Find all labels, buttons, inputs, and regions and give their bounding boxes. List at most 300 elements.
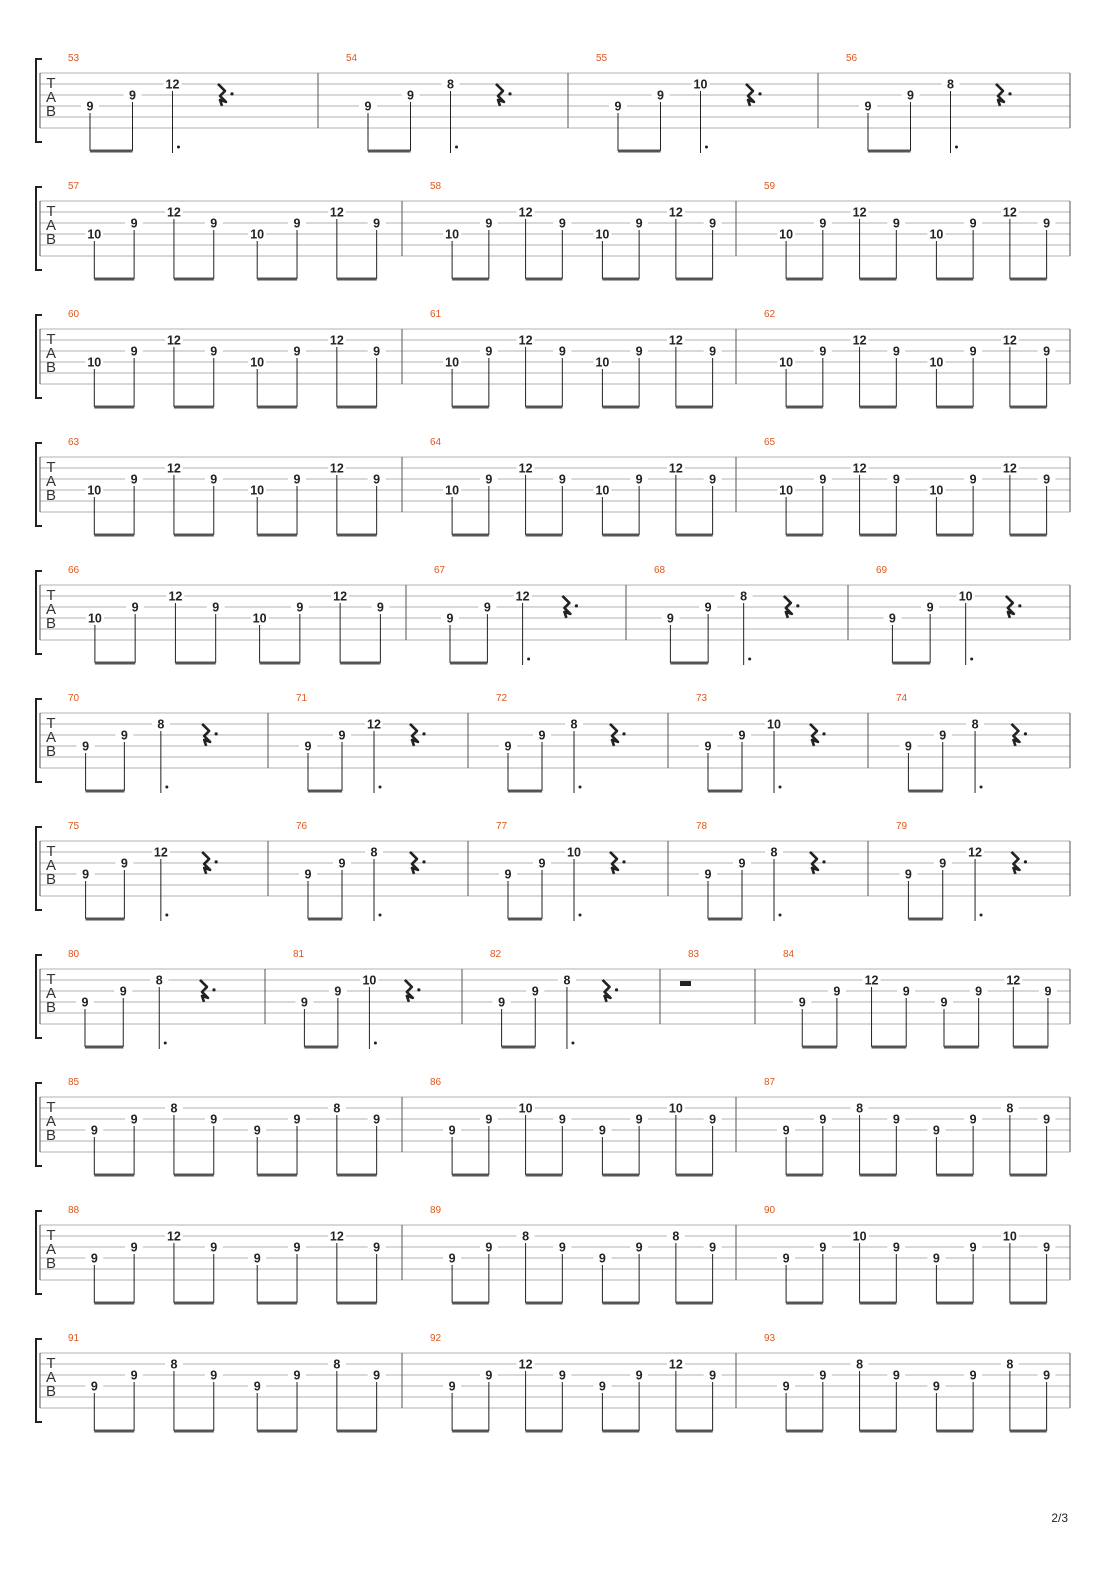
measure [68,309,386,409]
fret-number: 9 [131,600,139,615]
fret-number: 10 [779,483,794,498]
fret-number: 9 [86,99,94,114]
measure [876,565,1021,665]
measure [68,949,216,1049]
fret-number: 9 [120,728,128,743]
fret-number: 9 [904,739,912,754]
fret-number: 10 [958,589,973,604]
system-bracket-icon [36,59,42,142]
fret-number: 10 [779,355,794,370]
fret-number: 9 [598,1123,606,1138]
fret-number: 9 [819,344,827,359]
measure [68,693,218,793]
measure [68,53,234,153]
beam [337,1174,377,1177]
beam [1013,1046,1048,1049]
fret-number: 9 [558,216,566,231]
beam [90,150,133,153]
fret-number: 9 [82,867,90,882]
fret-number: 9 [338,856,346,871]
fret-number: 9 [969,1112,977,1127]
fret-number: 10 [852,1229,867,1244]
beam [526,534,563,537]
measure [896,821,1027,921]
fret-number: 9 [82,739,90,754]
measure-number: 75 [68,821,80,832]
fret-number: 9 [969,1368,977,1383]
beam [786,1174,823,1177]
measure-number: 83 [688,949,700,960]
tab-clef-letter: T [46,843,56,860]
system-bracket-icon [36,699,42,782]
beam [860,278,897,281]
fret-number: 10 [929,355,944,370]
beam [802,1046,837,1049]
measure-number: 68 [654,565,666,576]
beam [337,534,377,537]
fret-number: 9 [485,344,493,359]
tab-clef-letter: B [45,359,57,376]
beam [936,278,973,281]
measure-number: 71 [296,693,308,704]
fret-number: 9 [485,216,493,231]
measure [430,1333,722,1433]
fret-number: 9 [635,472,643,487]
rest-dot [796,604,799,607]
beam [174,406,214,409]
beam [602,1174,639,1177]
beam [908,790,942,793]
fret-number: 9 [90,1123,98,1138]
fret-number: 10 [252,611,267,626]
beam [1010,278,1047,281]
beam [308,790,342,793]
tab-clef-letter: T [46,1227,56,1244]
fret-number: 12 [852,461,867,476]
fret-number: 9 [635,344,643,359]
beam [602,534,639,537]
beam [452,1430,489,1433]
beam [452,1302,489,1305]
fret-number: 9 [210,1112,218,1127]
rest-dot [1024,860,1027,863]
fret-number: 9 [485,1368,493,1383]
rest-dot [622,732,625,735]
fret-number: 10 [362,973,377,988]
note-dot [955,146,958,149]
tab-clef-letter: A [45,1113,57,1130]
fret-number: 8 [947,77,954,92]
beam [174,1430,214,1433]
rest-dot [622,860,625,863]
tab-clef-letter: T [46,715,56,732]
fret-number: 9 [932,1251,940,1266]
fret-number: 9 [483,600,491,615]
measure-number: 88 [68,1205,80,1216]
fret-number: 9 [864,99,872,114]
fret-number: 9 [614,99,622,114]
fret-number: 8 [157,717,165,732]
tab-clef-letter: B [45,1255,57,1272]
rest-dot [1024,732,1027,735]
beam [94,278,134,281]
beam [1010,1174,1047,1177]
fret-number: 9 [558,1112,566,1127]
fret-number: 12 [864,973,879,988]
tab-system [36,1205,1070,1305]
fret-number: 9 [888,611,896,626]
fret-number: 12 [166,333,181,348]
fret-number: 9 [709,1368,717,1383]
fret-number: 9 [738,856,746,871]
system-bracket-icon [36,827,42,910]
beam [526,1174,563,1177]
fret-number: 10 [929,227,944,242]
fret-number: 9 [373,1240,381,1255]
beam [936,534,973,537]
beam [602,406,639,409]
beam [676,1302,713,1305]
fret-number: 9 [373,472,381,487]
rest-dot [1018,604,1021,607]
fret-number: 9 [448,1379,456,1394]
fret-number: 10 [87,611,102,626]
fret-number: 12 [1002,333,1017,348]
fret-number: 9 [709,1112,717,1127]
fret-number: 8 [856,1101,864,1116]
measure [496,821,626,921]
note-dot [374,1042,377,1045]
fret-number: 9 [485,1240,493,1255]
beam [452,534,489,537]
fret-number: 8 [522,1229,530,1244]
fret-number: 9 [293,472,301,487]
fret-number: 9 [657,88,664,103]
rest-dot [212,988,215,991]
fret-number: 9 [130,344,138,359]
measure-number: 73 [696,693,708,704]
measure-number: 64 [430,437,442,448]
fret-number: 9 [129,88,136,103]
fret-number: 9 [253,1251,261,1266]
rest-dot [822,860,825,863]
measure-number: 85 [68,1077,80,1088]
beam [257,406,297,409]
beam [257,278,297,281]
fret-number: 9 [904,867,912,882]
fret-number: 12 [852,205,867,220]
beam [944,1046,979,1049]
measure-number: 72 [496,693,508,704]
fret-number: 9 [635,1240,643,1255]
beam [786,406,823,409]
fret-number: 9 [498,995,506,1010]
beam [337,278,377,281]
tab-clef-letter: A [45,1241,57,1258]
measure-number: 79 [896,821,908,832]
fret-number: 9 [975,984,983,999]
fret-number: 9 [485,472,493,487]
fret-number: 12 [165,77,180,92]
fret-number: 9 [1043,216,1051,231]
fret-number: 9 [782,1379,790,1394]
tab-clef-letter: B [45,487,57,504]
beam [676,406,713,409]
measure-number: 74 [896,693,908,704]
measure [346,53,512,153]
beam [676,1430,713,1433]
fret-number: 8 [170,1357,178,1372]
tab-clef-letter: T [46,1355,56,1372]
fret-number: 8 [1006,1101,1014,1116]
tab-clef-letter: B [45,103,57,120]
fret-number: 10 [779,227,794,242]
measure-number: 53 [68,53,80,64]
fret-number: 9 [709,1240,717,1255]
fret-number: 10 [87,227,102,242]
note-dot [177,146,180,149]
beam [892,662,930,665]
beam [602,1302,639,1305]
tab-clef-letter: A [45,985,57,1002]
fret-number: 12 [329,1229,344,1244]
system-bracket-icon [36,1339,42,1422]
fret-number: 9 [598,1251,606,1266]
fret-number: 9 [892,472,900,487]
note-dot [970,658,973,661]
fret-number: 12 [329,205,344,220]
fret-number: 8 [1006,1357,1014,1372]
measure [68,1333,386,1433]
beam [860,1302,897,1305]
fret-number: 9 [833,984,841,999]
fret-number: 8 [333,1101,341,1116]
fret-number: 9 [304,739,312,754]
fret-number: 9 [210,216,218,231]
measure-number: 84 [783,949,795,960]
fret-number: 9 [296,600,304,615]
measure [68,437,386,537]
rest-dot [508,92,511,95]
fret-number: 9 [130,216,138,231]
fret-number: 8 [155,973,163,988]
beam [452,1174,489,1177]
fret-number: 9 [969,472,977,487]
tab-system [36,949,1070,1049]
fret-number: 8 [672,1229,680,1244]
note-dot [527,658,530,661]
system-bracket-icon [36,571,42,654]
fret-number: 9 [907,88,914,103]
beam [526,1302,563,1305]
fret-number: 9 [558,344,566,359]
fret-number: 9 [212,600,220,615]
whole-rest-icon [680,981,691,986]
note-dot [705,146,708,149]
beam [860,406,897,409]
beam [175,662,215,665]
tab-system [36,1077,1070,1177]
fret-number: 12 [168,589,183,604]
fret-number: 12 [668,461,683,476]
beam [174,1174,214,1177]
beam [304,1046,337,1049]
beam [786,1302,823,1305]
beam [502,1046,536,1049]
fret-number: 8 [971,717,979,732]
fret-number: 10 [693,77,708,92]
rest-dot [417,988,420,991]
fret-number: 9 [939,728,947,743]
fret-number: 12 [518,205,533,220]
tab-clef-letter: A [45,345,57,362]
tab-system [36,1333,1070,1433]
fret-number: 12 [166,461,181,476]
beam [936,1430,973,1433]
fret-number: 10 [567,845,581,860]
measure-number: 54 [346,53,358,64]
fret-number: 9 [932,1379,940,1394]
fret-number: 12 [968,845,983,860]
fret-number: 9 [300,995,308,1010]
note-dot [165,786,168,789]
beam [670,662,708,665]
tab-system [36,821,1070,921]
fret-number: 9 [304,867,312,882]
measure [430,181,722,281]
beam [1010,534,1047,537]
rest-dot [215,732,218,735]
measure [896,693,1027,793]
fret-number: 9 [969,216,977,231]
measure-number: 77 [496,821,508,832]
beam [94,1302,134,1305]
fret-number: 9 [485,1112,493,1127]
fret-number: 10 [595,355,610,370]
beam [508,790,542,793]
fret-number: 9 [666,611,674,626]
beam [337,1430,377,1433]
measure-number: 82 [490,949,502,960]
beam [86,790,125,793]
beam [676,1174,713,1177]
fret-number: 12 [518,1357,533,1372]
rest-dot [422,860,425,863]
beam [1010,1430,1047,1433]
measure-number: 89 [430,1205,442,1216]
system-bracket-icon [36,955,42,1038]
fret-number: 9 [120,856,128,871]
beam [868,150,911,153]
measure-number: 92 [430,1333,442,1344]
fret-number: 9 [334,984,342,999]
fret-number: 9 [504,867,512,882]
tab-system [36,437,1070,537]
beam [94,1430,134,1433]
fret-number: 9 [448,1123,456,1138]
fret-number: 9 [819,1240,827,1255]
tab-clef-letter: A [45,217,57,234]
fret-number: 9 [130,1368,138,1383]
fret-number: 9 [709,344,717,359]
tab-clef-letter: T [46,331,56,348]
fret-number: 12 [166,205,181,220]
system-bracket-icon [36,1083,42,1166]
fret-number: 9 [373,344,381,359]
note-dot [980,786,983,789]
measure [764,437,1056,537]
fret-number: 9 [598,1379,606,1394]
fret-number: 9 [819,1112,827,1127]
measure-number: 57 [68,181,80,192]
fret-number: 9 [81,995,89,1010]
measure-number: 65 [764,437,776,448]
note-dot [579,786,582,789]
fret-number: 9 [709,216,717,231]
beam [786,278,823,281]
fret-number: 9 [531,984,539,999]
fret-number: 10 [595,227,610,242]
beam [508,918,542,921]
beam [526,1430,563,1433]
tab-clef-letter: B [45,743,57,760]
beam [860,1430,897,1433]
fret-number: 9 [293,344,301,359]
note-dot [779,786,782,789]
measure [68,1077,386,1177]
fret-number: 10 [87,483,102,498]
measure-number: 80 [68,949,80,960]
fret-number: 9 [538,856,546,871]
fret-number: 9 [293,216,301,231]
measure-number: 81 [293,949,305,960]
tab-clef-letter: A [45,1369,57,1386]
beam [786,534,823,537]
beam [936,406,973,409]
measure [596,53,762,153]
measure [764,1205,1056,1305]
measure-number: 63 [68,437,80,448]
measure-number: 62 [764,309,776,320]
tab-clef-letter: A [45,729,57,746]
fret-number: 9 [253,1379,261,1394]
fret-number: 12 [329,333,344,348]
fret-number: 9 [782,1251,790,1266]
measure [764,309,1056,409]
fret-number: 9 [819,472,827,487]
system-bracket-icon [36,187,42,270]
note-dot [980,914,983,917]
measure [764,1333,1056,1433]
system-bracket-icon [36,443,42,526]
fret-number: 12 [333,589,348,604]
note-dot [748,658,751,661]
beam [676,534,713,537]
beam [860,534,897,537]
fret-number: 12 [518,461,533,476]
measure [68,821,218,921]
fret-number: 9 [940,995,948,1010]
beam [257,1174,297,1177]
fret-number: 9 [704,739,712,754]
fret-number: 9 [538,728,546,743]
fret-number: 9 [709,472,717,487]
fret-number: 9 [373,1112,381,1127]
fret-number: 12 [166,1229,181,1244]
measure [296,693,426,793]
tab-clef-letter: A [45,473,57,490]
beam [526,406,563,409]
